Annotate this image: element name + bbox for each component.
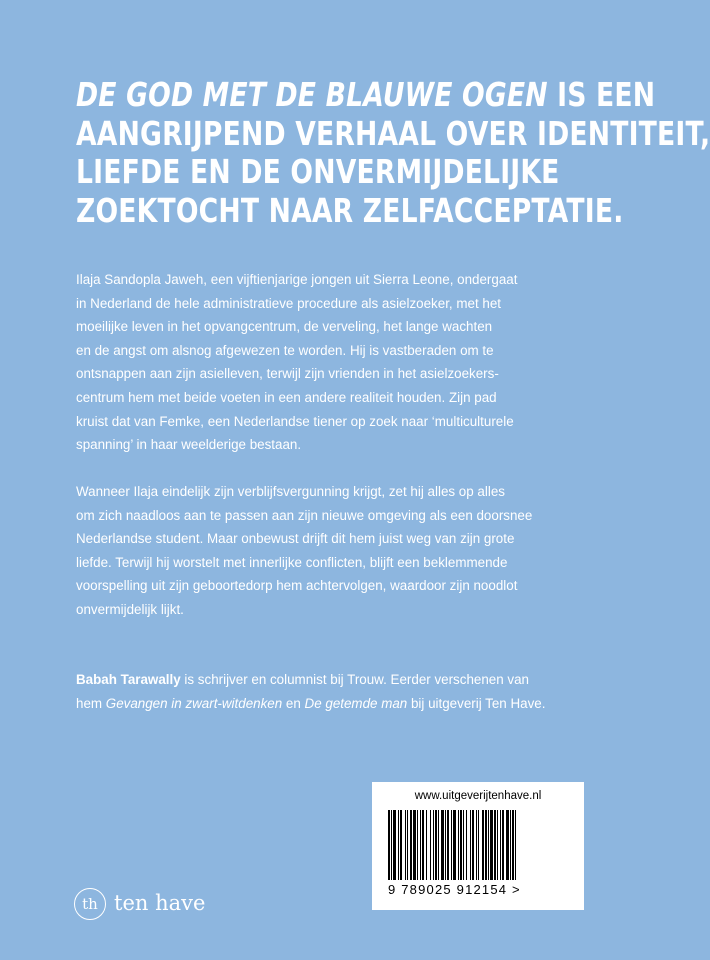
barcode-bar: [447, 810, 449, 880]
text-line: onvermijdelijk lijkt.: [76, 601, 184, 617]
barcode-bar: [502, 810, 504, 880]
barcode-label: [372, 782, 584, 910]
barcode-bar: [485, 810, 487, 880]
barcode-bar: [388, 810, 390, 880]
barcode-bar: [405, 810, 406, 880]
synopsis-paragraph-1: [76, 268, 596, 457]
barcode-bar: [420, 810, 421, 880]
barcode-bar: [422, 810, 424, 880]
book-title: DE GOD MET DE BLAUWE OGEN: [76, 76, 548, 114]
barcode-bar: [410, 810, 412, 880]
publisher-url: www.uitgeverijtenhave.nl: [414, 790, 542, 802]
barcode-bar: [515, 810, 516, 880]
author-name: Babah Tarawally: [76, 672, 181, 687]
book-title-1: Gevangen in zwart-witdenken: [105, 695, 283, 711]
author-bio-prefix: hem: [76, 695, 106, 711]
publisher-name: ten have: [114, 891, 206, 915]
headline-line-2: AANGRIJPEND VERHAAL OVER IDENTITEIT,: [76, 114, 710, 153]
text-line: om zich naadloos aan te passen aan zijn nieuwe omgeving als een doorsnee: [76, 507, 533, 523]
text-line: centrum hem met beide voeten in een andere realiteit houden. Zijn pad: [76, 389, 497, 405]
barcode-bar: [451, 810, 452, 880]
barcode-bar: [433, 810, 434, 880]
barcode-bar: [417, 810, 418, 880]
text-line: Wanneer Ilaja eindelijk zijn verblijfsvergunning krijgt, zet hij alles op alles: [76, 484, 505, 499]
text-line: Nederlandse student. Maar onbewust drijft dit hem juist weg van zijn grote: [76, 531, 515, 547]
author-bio-suffix: bij uitgeverij Ten Have.: [407, 695, 546, 711]
barcode-bar: [426, 810, 427, 880]
barcode-bar: [497, 810, 498, 880]
text-line: voorspelling uit zijn geboortedorp hem achtervolgen, waardoor zijn noodlot: [76, 578, 518, 594]
barcode-bar: [400, 810, 402, 880]
barcode-bar: [430, 810, 431, 880]
barcode-bar: [500, 810, 501, 880]
text-line: liefde. Terwijl hij worstelt met innerlijke conflicten, blijft een beklemmende: [76, 554, 508, 570]
author-bio: [76, 668, 596, 715]
barcode-bar: [510, 810, 511, 880]
synopsis-paragraph-2: [76, 480, 596, 622]
barcode-bar: [506, 810, 509, 880]
barcode-bar: [445, 810, 446, 880]
headline-line-4: ZOEKTOCHT NAAR ZELFACCEPTATIE.: [76, 191, 624, 230]
author-bio-line-1: [76, 668, 596, 692]
barcode-bar: [466, 810, 467, 880]
barcode-bar: [391, 810, 392, 880]
barcode-bar: [482, 810, 484, 880]
blurb-headline: [76, 76, 710, 230]
headline-line-1-rest: IS EEN: [547, 76, 656, 114]
barcode-bar: [470, 810, 471, 880]
barcode-bar: [463, 810, 464, 880]
text-line: spanning’ in haar weelderige bestaan.: [76, 437, 302, 453]
isbn-number: 9 789025 912154 >: [388, 882, 521, 897]
text-line: ontsnappen aan zijn asielleven, terwijl zijn vrienden in het asielzoekers-: [76, 366, 499, 382]
barcode-bar: [458, 810, 459, 880]
headline-line-1: [76, 76, 656, 115]
barcode-bar: [488, 810, 489, 880]
barcode-bar: [478, 810, 479, 880]
barcode-icon: [388, 810, 568, 880]
book-title-2: De getemde man: [304, 695, 408, 711]
text-line: en de angst om alsnog afgewezen te worden. Hij is vastberaden om te: [76, 342, 494, 358]
barcode-bar: [393, 810, 396, 880]
text-line: kruist dat van Femke, een Nederlandse tiener op zoek naar ‘multiculturele: [76, 413, 514, 429]
author-bio-text: is schrijver en columnist bij Trouw. Eerder verschenen van: [180, 672, 529, 687]
barcode-bar: [460, 810, 462, 880]
headline-line-3: LIEFDE EN DE ONVERMIJDELIJKE: [76, 153, 560, 191]
barcode-bar: [413, 810, 416, 880]
barcode-bar: [398, 810, 399, 880]
barcode-bar: [453, 810, 456, 880]
barcode-bar: [472, 810, 474, 880]
barcode-bar: [512, 810, 514, 880]
text-line: in Nederland de hele administratieve procedure als asielzoeker, met het: [76, 295, 502, 311]
barcode-bar: [407, 810, 408, 880]
author-bio-line-2: [76, 692, 596, 716]
barcode-bar: [438, 810, 439, 880]
author-bio-connector: en: [282, 695, 305, 711]
barcode-bar: [494, 810, 496, 880]
barcode-bar: [441, 810, 444, 880]
barcode-bar: [490, 810, 493, 880]
text-line: moeilijke leven in het opvangcentrum, de verveling, het lange wachten: [76, 319, 493, 335]
barcode-bar: [476, 810, 477, 880]
barcode-bar: [435, 810, 437, 880]
text-line: Ilaja Sandopla Jaweh, een vijftienjarige jongen uit Sierra Leone, ondergaat: [76, 272, 518, 287]
ten-have-logo-icon: th: [74, 888, 106, 920]
